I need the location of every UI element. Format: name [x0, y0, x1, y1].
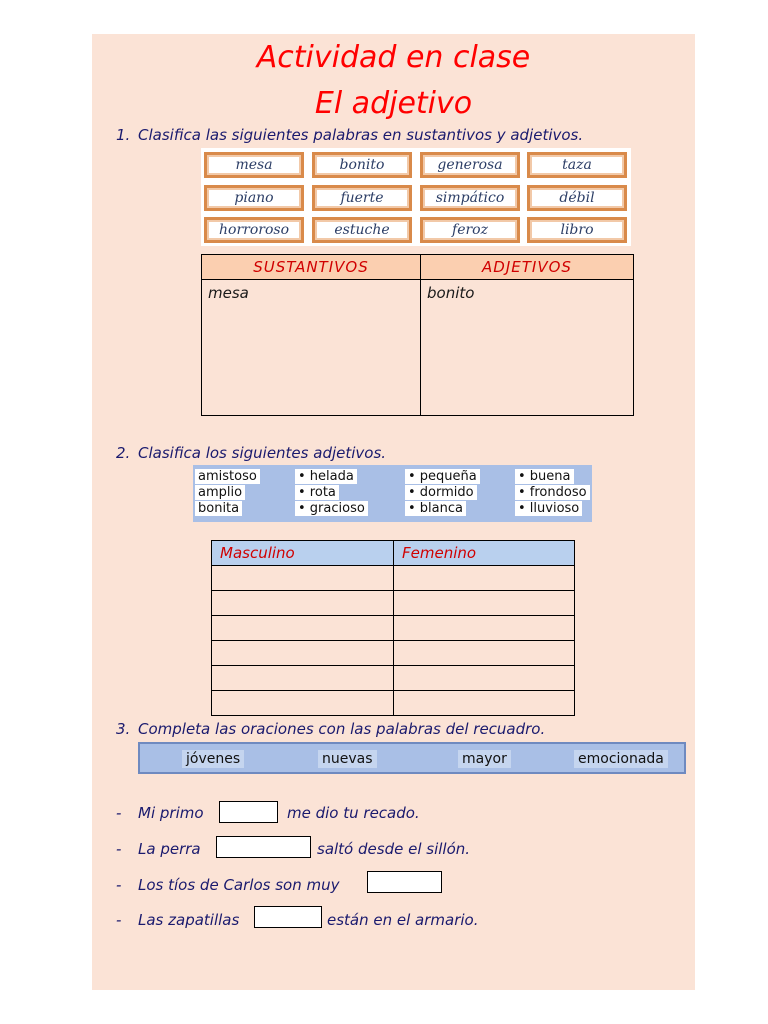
adjective: • dormido: [405, 485, 477, 500]
cell-femenino[interactable]: [394, 641, 575, 666]
cell-masculino[interactable]: [212, 566, 394, 591]
cell-femenino[interactable]: [394, 591, 575, 616]
blank-input-3[interactable]: [367, 871, 442, 893]
cell-masculino[interactable]: [212, 616, 394, 641]
adjective: amplio: [195, 485, 245, 500]
title-line-1: Actividad en clase: [256, 40, 531, 75]
worksheet-page: [92, 34, 695, 990]
cell-masculino[interactable]: [212, 666, 394, 691]
blank-input-2[interactable]: [216, 836, 311, 858]
adjective: • helada: [295, 469, 357, 484]
adjectives-box: [193, 465, 592, 522]
word-card: generosa: [420, 152, 520, 178]
word-bank-item: emocionada: [574, 750, 668, 768]
title-line-2: El adjetivo: [314, 86, 473, 121]
dash: -: [116, 840, 122, 858]
word-card: piano: [204, 185, 304, 211]
adjective: • gracioso: [295, 501, 368, 516]
adjective: • pequeña: [405, 469, 480, 484]
word-card: simpático: [420, 185, 520, 211]
sentence-2-end: saltó desde el sillón.: [317, 840, 471, 858]
question-2: [116, 444, 386, 462]
word-card: libro: [527, 217, 627, 243]
word-card: feroz: [420, 217, 520, 243]
adjective: • buena: [515, 469, 574, 484]
adjective: • blanca: [405, 501, 466, 516]
cell-masculino[interactable]: [212, 691, 394, 716]
dash: -: [116, 804, 122, 822]
cell-femenino[interactable]: [394, 566, 575, 591]
header-sustantivos: SUSTANTIVOS: [202, 255, 421, 280]
adjective: • frondoso: [515, 485, 590, 500]
question-2-number: 2.: [116, 444, 131, 462]
header-femenino: Femenino: [394, 541, 575, 566]
adjective: • rota: [295, 485, 339, 500]
question-1-number: 1.: [116, 126, 131, 144]
sentence-3-start: Los tíos de Carlos son muy: [138, 876, 340, 894]
word-grid: [201, 148, 631, 246]
question-2-text: Clasifica los siguientes adjetivos.: [138, 444, 387, 462]
word-bank-item: jóvenes: [182, 750, 244, 768]
question-1-text: Clasifica las siguientes palabras en sustantivos y adjetivos.: [138, 126, 584, 144]
classification-table-2: [211, 540, 575, 716]
header-adjetivos: ADJETIVOS: [421, 255, 634, 280]
word-card: bonito: [312, 152, 412, 178]
adjective: amistoso: [195, 469, 260, 484]
sentence-1-start: Mi primo: [138, 804, 204, 822]
dash: -: [116, 911, 122, 929]
header-masculino: Masculino: [212, 541, 394, 566]
word-card: estuche: [312, 217, 412, 243]
word-card: horroroso: [204, 217, 304, 243]
dash: -: [116, 876, 122, 894]
cell-masculino[interactable]: [212, 641, 394, 666]
cell-sustantivos[interactable]: mesa: [202, 280, 421, 416]
cell-adjetivos[interactable]: bonito: [421, 280, 634, 416]
question-1: [116, 126, 583, 144]
word-bank-item: mayor: [458, 750, 511, 768]
adjective: • lluvioso: [515, 501, 582, 516]
blank-input-1[interactable]: [219, 801, 278, 823]
question-3: [116, 720, 545, 738]
sentence-4-end: están en el armario.: [327, 911, 479, 929]
cell-femenino[interactable]: [394, 691, 575, 716]
sentence-2-start: La perra: [138, 840, 201, 858]
word-bank-box: [138, 742, 686, 774]
blank-input-4[interactable]: [254, 906, 322, 928]
cell-femenino[interactable]: [394, 666, 575, 691]
sentence-1-end: me dio tu recado.: [287, 804, 420, 822]
question-3-text: Completa las oraciones con las palabras del recuadro.: [138, 720, 546, 738]
word-card: taza: [527, 152, 627, 178]
word-card: débil: [527, 185, 627, 211]
word-card: mesa: [204, 152, 304, 178]
cell-masculino[interactable]: [212, 591, 394, 616]
word-card: fuerte: [312, 185, 412, 211]
sentence-4-start: Las zapatillas: [138, 911, 240, 929]
question-3-number: 3.: [116, 720, 131, 738]
classification-table-1: [201, 254, 634, 416]
cell-femenino[interactable]: [394, 616, 575, 641]
adjective: bonita: [195, 501, 242, 516]
word-bank-item: nuevas: [318, 750, 377, 768]
